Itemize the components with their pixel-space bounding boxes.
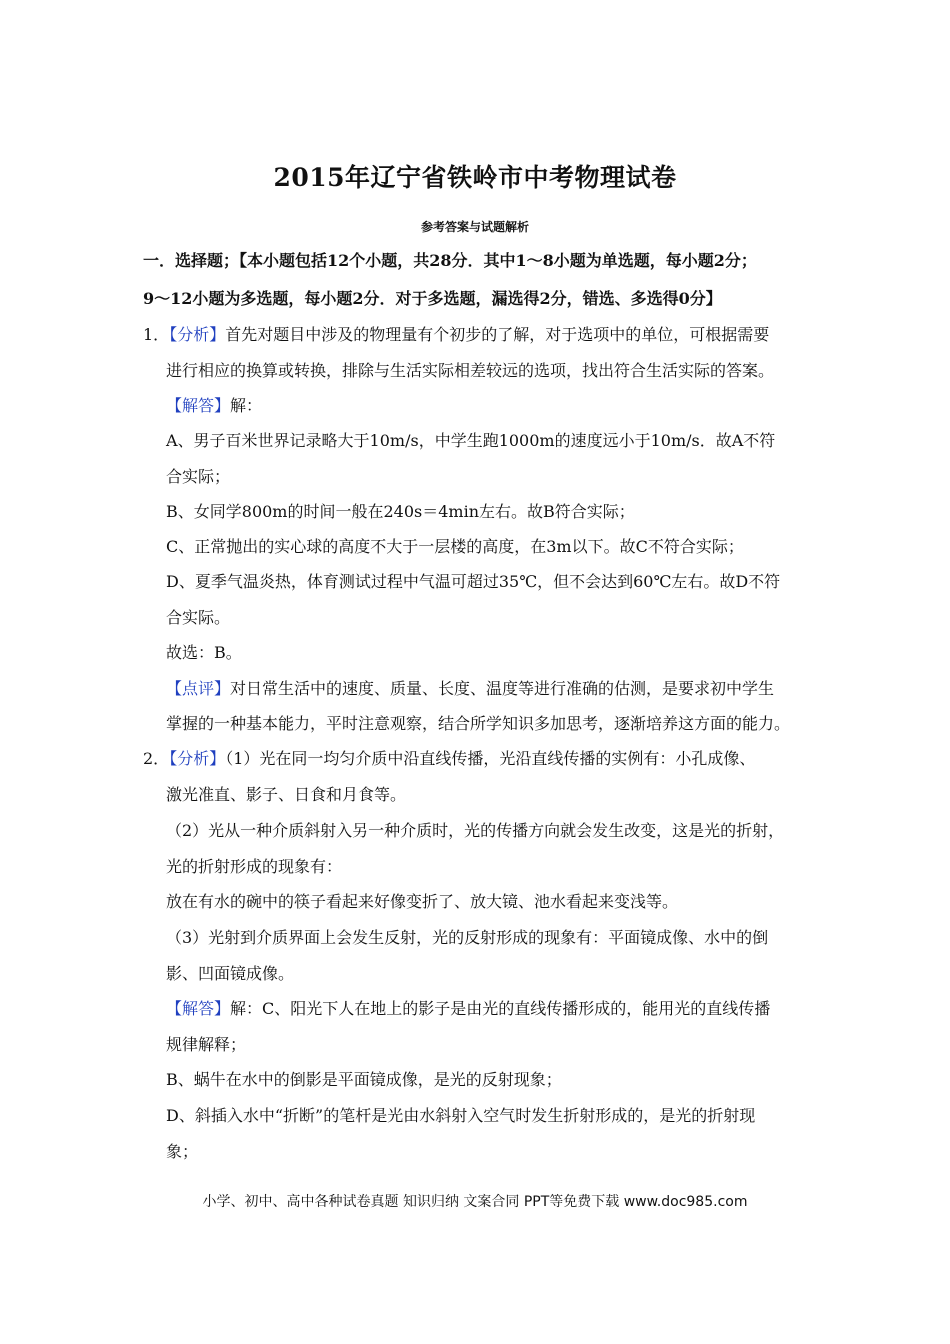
q1-comment-line-1 (166, 678, 774, 700)
q2-option-b: B、蜗牛在水中的倒影是平面镜成像，是光的反射现象； (166, 1070, 562, 1089)
q1-analysis-text: 首先对题目中涉及的物理量有个初步的了解，对于选项中的单位，可根据需要 (225, 325, 770, 344)
q2-point3-line-2: 影、凹面镜成像。 (166, 964, 295, 983)
q1-option-d-line-2: 合实际。 (166, 608, 231, 627)
q2-answer-tag: 【解答】 (166, 999, 231, 1018)
q1-comment-line-2: 掌握的一种基本能力，平时注意观察，结合所学知识多加思考，逐渐培养这方面的能力。 (166, 714, 791, 733)
q2-number: 2． (143, 749, 170, 768)
q2-point2-line-3: 放在有水的碗中的筷子看起来好像变折了、放大镜、池水看起来变浅等。 (166, 892, 679, 911)
q2-analysis-text: （1）光在同一均匀介质中沿直线传播，光沿直线传播的实例有：小孔成像、 (225, 749, 756, 768)
q2-option-d-line-2: 象； (166, 1142, 199, 1161)
q1-option-a-line-1: A、男子百米世界记录略大于10m/s，中学生跑1000m的速度远小于10m/s．故A不符 (166, 431, 776, 450)
q2-analysis-tag: 【分析】 (169, 749, 226, 768)
q2-answer-line-2: 规律解释； (166, 1035, 247, 1054)
q2-point2-line-2: 光的折射形成的现象有： (166, 857, 343, 876)
q2-analysis-line-2: 激光准直、影子、日食和月食等。 (166, 785, 407, 804)
q1-option-b: B、女同学800m的时间一般在240s＝4min左右。故B符合实际； (166, 502, 635, 521)
page-footer: 小学、初中、高中各种试卷真题 知识归纳 文案合同 PPT等免费下载 www.doc985.com (202, 1194, 748, 1210)
q1-answer-tag: 【解答】 (166, 396, 231, 415)
q1-choice: 故选：B。 (166, 643, 242, 662)
q2-point2-line-1: （2）光从一种介质斜射入另一种介质时，光的传播方向就会发生改变，这是光的折射， (166, 821, 785, 840)
q1-paragraph (143, 324, 769, 346)
q1-comment-text: 对日常生活中的速度、质量、长度、温度等进行准确的估测，是要求初中学生 (230, 679, 775, 698)
section-heading-line-1: 一．选择题；【本小题包括12个小题，共28分．其中1～8小题为单选题，每小题2分； (143, 251, 757, 270)
q2-point3-line-1: （3）光射到介质界面上会发生反射，光的反射形成的现象有：平面镜成像、水中的倒 (166, 928, 769, 947)
q1-option-d-line-1: D、夏季气温炎热，体育测试过程中气温可超过35℃，但不会达到60℃左右。故D不符 (166, 572, 781, 591)
q1-answer-line (166, 395, 262, 417)
q1-comment-tag: 【点评】 (166, 679, 231, 698)
q1-analysis-line-2: 进行相应的换算或转换，排除与生活实际相差较远的选项，找出符合生活实际的答案。 (166, 361, 775, 380)
page-title: 2015年辽宁省铁岭市中考物理试卷 (273, 163, 677, 192)
q1-option-a-line-2: 合实际； (166, 467, 231, 486)
page-subtitle: 参考答案与试题解析 (420, 220, 529, 234)
q2-answer-text: 解：C、阳光下人在地上的影子是由光的直线传播形成的，能用光的直线传播 (230, 999, 771, 1018)
section-heading-line-2: 9～12小题为多选题，每小题2分．对于多选题，漏选得2分，错选、多选得0分】 (143, 289, 722, 308)
q1-answer-intro: 解： (230, 396, 263, 415)
q2-option-d-line-1: D、斜插入水中“折断”的笔杆是光由水斜射入空气时发生折射形成的，是光的折射现 (166, 1106, 756, 1125)
q1-option-c: C、正常抛出的实心球的高度不大于一层楼的高度，在3m以下。故C不符合实际； (166, 537, 744, 556)
q2-paragraph (143, 748, 755, 770)
q2-answer-line-1 (166, 998, 770, 1020)
q1-analysis-tag: 【分析】 (169, 325, 226, 344)
q1-number: 1． (143, 325, 170, 344)
